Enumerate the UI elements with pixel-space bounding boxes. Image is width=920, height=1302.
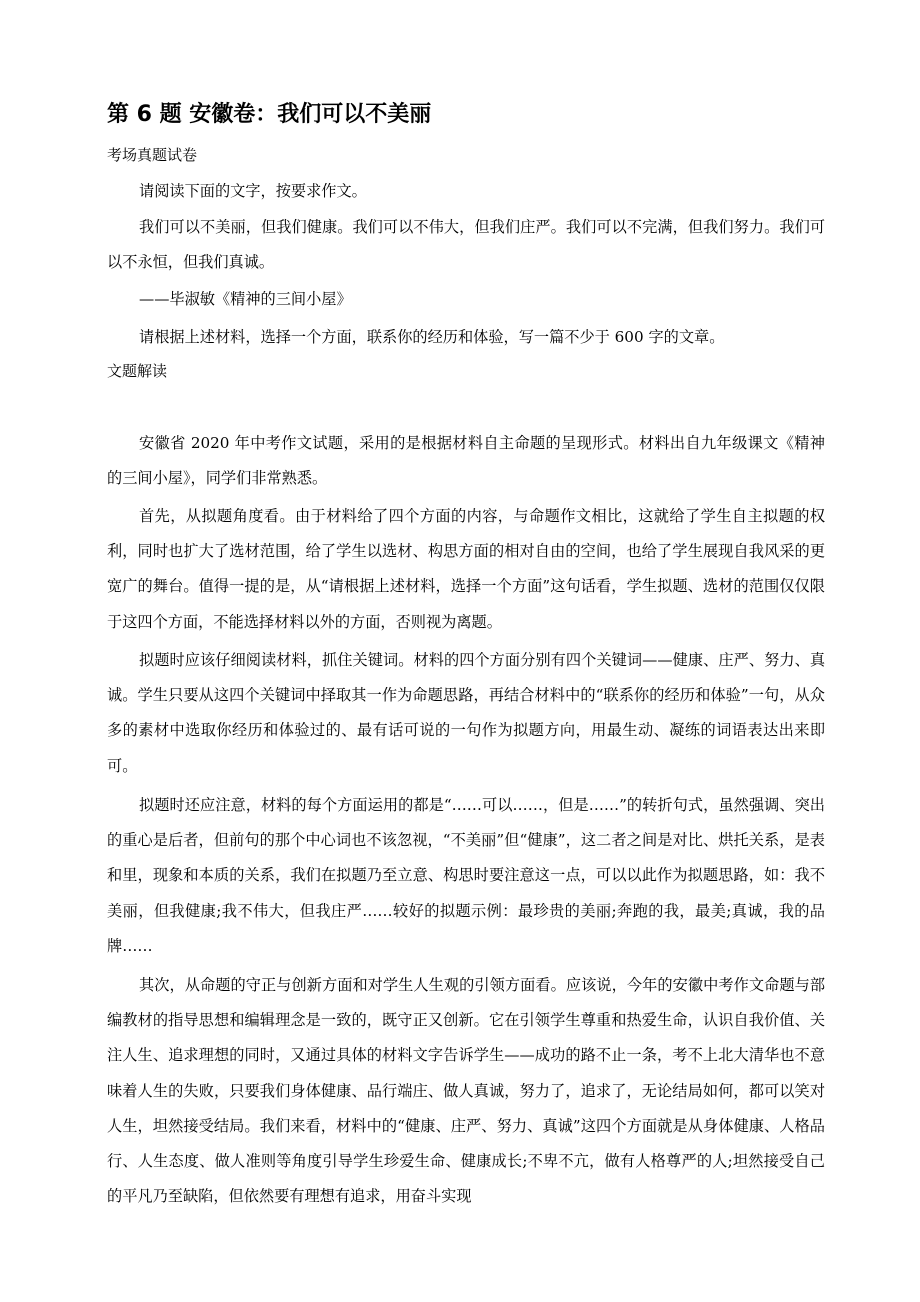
analysis-paragraph-4: 拟题时还应注意，材料的每个方面运用的都是“……可以……，但是……”的转折句式，虽然强调、突出的重心是后者，但前句的那个中心词也不该忽视，“不美丽”但“健康”，这二者之间是对比、烘托关系，是表和里，现象和本质的关系，我们在拟题乃至立意、构思时要注意这一点，可以以此作为拟题思路，如：我不美丽，但我健康;我不伟大，但我庄严……较好的拟题示例：最珍贵的美丽;奔跑的我，最美;真诚，我的品牌…… <box>107 796 825 955</box>
exam-material: 我们可以不美丽，但我们健康。我们可以不伟大，但我们庄严。我们可以不完满，但我们努力。我们可以不永恒，但我们真诚。 <box>107 218 825 272</box>
document-title: 第 6 题 安徽卷：我们可以不美丽 <box>107 102 432 127</box>
exam-requirement: 请根据上述材料，选择一个方面，联系你的经历和体验，写一篇不少于 600 字的文章。 <box>139 328 725 346</box>
analysis-paragraph-3: 拟题时应该仔细阅读材料，抓住关键词。材料的四个方面分别有四个关键词——健康、庄严、努力、真诚。学生只要从这四个关键词中择取其一作为命题思路，再结合材料中的“联系你的经历和体验”一句，从众多的素材中选取你经历和体验过的、最有话可说的一句作为拟题方向，用最生动、凝练的词语表达出来即可。 <box>107 651 825 775</box>
analysis-paragraph-5: 其次，从命题的守正与创新方面和对学生人生观的引领方面看。应该说，今年的安徽中考作文命题与部编教材的指导思想和编辑理念是一致的，既守正又创新。它在引领学生尊重和热爱生命，认识自我价值、关注人生、追求理想的同时，又通过具体的材料文字告诉学生——成功的路不止一条，考不上北大清华也不意味着人生的失败，只要我们身体健康、品行端庄、做人真诚，努力了，追求了，无论结局如何，都可以笑对人生，坦然接受结局。我们来看，材料中的“健康、庄严、努力、真诚”这四个方面就是从身体健康、人格品行、人生态度、做人准则等角度引导学生珍爱生命、健康成长;不卑不亢，做有人格尊严的人;坦然接受自己的平凡乃至缺陷，但依然要有理想有追求，用奋斗实现 <box>107 976 825 1206</box>
section-label-analysis: 文题解读 <box>107 362 168 380</box>
exam-instruction: 请阅读下面的文字，按要求作文。 <box>139 182 367 200</box>
analysis-paragraph-2: 首先，从拟题角度看。由于材料给了四个方面的内容，与命题作文相比，这就给了学生自主拟题的权利，同时也扩大了选材范围，给了学生以选材、构思方面的相对自由的空间，也给了学生展现自我风采的更宽广的舞台。值得一提的是，从“请根据上述材料，选择一个方面”这句话看，学生拟题、选材的范围仅仅限于这四个方面，不能选择材料以外的方面，否则视为离题。 <box>107 507 825 631</box>
analysis-paragraph-1: 安徽省 2020 年中考作文试题，采用的是根据材料自主命题的呈现形式。材料出自九年级课文《精神的三间小屋》，同学们非常熟悉。 <box>107 434 825 488</box>
exam-material-source: ——毕淑敏《精神的三间小屋》 <box>139 290 352 308</box>
section-label-exam: 考场真题试卷 <box>107 146 198 164</box>
